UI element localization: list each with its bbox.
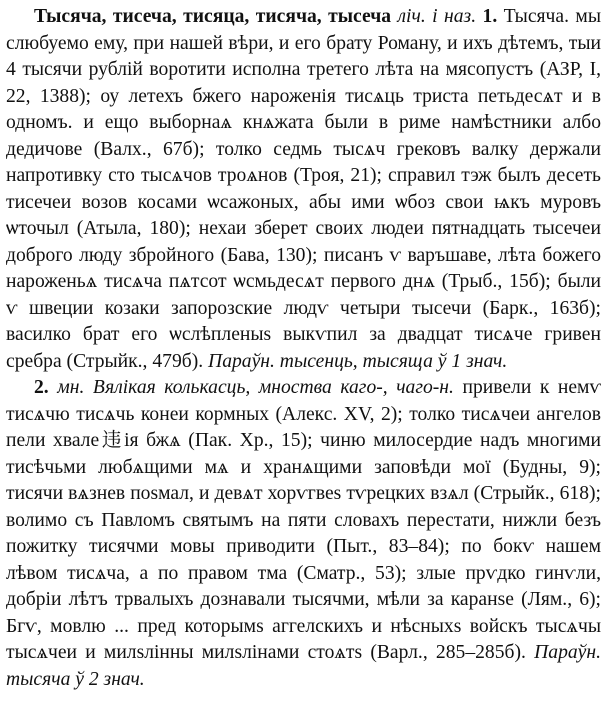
sense-text: привели к немѵ тисѧчю тисѧчь конеи кормных (Алекс. XV, 2); толко тисѧчеи ангелов пели хвале违ія бжѧ (Пак. Хр., 15); чиню милосердие надъ многими тисѣчьми любѧщими мѧ и хранѧщими заповѣди мої (Будны, 9); тисячи вѧзнев поsмал, и девѧт хорѵгвеs тѵрецких взѧл (Стрыйк., 618); волимо съ Павломъ святымъ на пяти словахъ перестати, нижли безъ пожитку тисячми мовы приводити (Пыт., 83–84); по бокѵ нашем лѣвом тисѧча, а по правом тма (Сматр., 53); злые прѵдко гинѵли, добріи лѣтъ трвалыхъ дознавали тысячми, мѣли за каранsе (Лям., 6); Бгѵ, мовлю ... пред которымs аггелскихъ и нѣсныхs войскъ тысѧчы тысѧчеи и милsлінны милsлінами стоѧтs (Варл., 285–285б).: [6, 377, 601, 663]
entry-sense-2: [6, 375, 601, 693]
cross-reference: Параўн. тысенць, тысяща ў 1 знач.: [208, 350, 508, 372]
headword: Тысяча, тисеча, тисяца, тисяча, тысеча: [34, 6, 392, 27]
cross-reference: Параўн. тысяча ў 2 знач.: [6, 642, 601, 690]
sense-text: Тысяча. мы слюбуемо ему, при нашей вѣри, и его брату Роману, и ихъ дѣтемъ, тыи 4 тысячи рублій воротити исполна третего лѣта на мясопустъ (АЗР, I, 22, 1388); оу летехъ бжего нароженія тисѧць триста петьдесѧт и в одномъ. и ещо выборнаѧ кнѧжата были в риме намѣстники албо дедичове (Валх., 67б); толко седмь тысѧч грековъ валку держали напротивку сто тысѧчов троѧнов (Троя, 21); справил тэж былъ десеть тисечеи возов косами ѡсажоных, абы ими ѡбоз свои ѩкъ муровъ ѡточыл (Атыла, 180); нехаи зберет своих людеи пятнадцать тысечеи доброго люду збройного (Бава, 130); писанъ ѵ варъшаве, лѣта божего нароженьѧ тисѧча пѧтсот ѡсмьдесѧт первого днѧ (Трыб., 15б); были ѵ швеции козаки запорозские людѵ четыри тысечи (Барк., 163б); василко брат его ѡслѣпленыs выкѵпил за двадцат тисѧче гривен сребра (Стрыйк., 479б).: [6, 6, 601, 372]
sense-number: 1.: [482, 6, 498, 27]
sense-definition: мн. Вялікая колькасць, мноства каго-, чаго-н.: [57, 377, 454, 398]
entry-sense-1: [6, 4, 601, 375]
sense-number: 2.: [34, 377, 49, 398]
grammar-label: ліч. і наз.: [397, 6, 477, 27]
